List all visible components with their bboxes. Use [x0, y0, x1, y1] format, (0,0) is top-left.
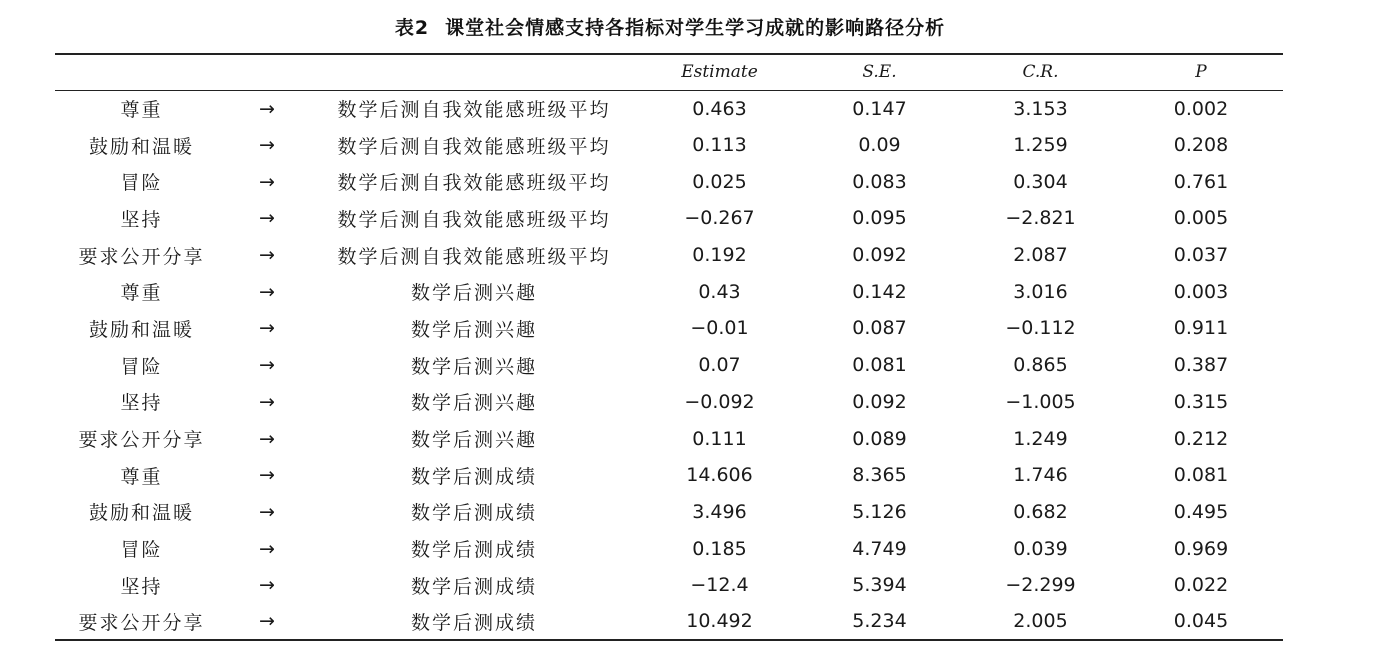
cell-cr: 1.249: [1013, 427, 1068, 450]
cell-p: 0.315: [1173, 390, 1229, 413]
table-row: [55, 90, 1283, 127]
cell-estimate: 0.025: [692, 170, 747, 193]
cell-estimate: 0.07: [698, 354, 741, 377]
cell-source: 鼓励和温暖: [88, 135, 194, 158]
cell-source: 尊重: [120, 282, 163, 305]
cell-estimate: 0.113: [692, 134, 747, 157]
cell-p: 0.495: [1173, 500, 1229, 523]
cell-p: 0.969: [1173, 537, 1229, 560]
col-header-source: [55, 54, 228, 90]
cell-target: 数学后测成绩: [306, 604, 642, 641]
arrow-icon: →: [259, 134, 275, 157]
header-row: [55, 54, 1283, 90]
table-row: [55, 567, 1283, 604]
table-row: [55, 347, 1283, 384]
table-row: [55, 127, 1283, 164]
cell-target: 数学后测成绩: [410, 465, 537, 488]
table-row: [55, 163, 1283, 200]
cell-cr: 1.259: [1013, 134, 1068, 157]
table-row: [55, 384, 1283, 421]
table-row: [55, 237, 1283, 274]
cell-cr: 0.865: [1013, 354, 1068, 377]
table-row: [55, 457, 1283, 494]
cell-source: 尊重: [120, 465, 163, 488]
cell-cr: 3.016: [1013, 280, 1068, 303]
table-row: [55, 273, 1283, 310]
arrow-icon: →: [259, 280, 275, 303]
cell-se: 0.142: [852, 280, 907, 303]
cell-estimate: 3.496: [692, 500, 747, 523]
table-row: [55, 530, 1283, 567]
cell-source: 坚持: [120, 208, 163, 231]
cell-target: 数学后测兴趣: [410, 429, 537, 452]
cell-source: 冒险: [120, 172, 163, 195]
cell-estimate: −12.4: [690, 574, 749, 597]
arrow-icon: →: [259, 427, 275, 450]
arrow-icon: →: [259, 500, 275, 523]
cell-cr: 0.682: [1013, 500, 1068, 523]
arrow-icon: →: [259, 170, 275, 193]
cell-estimate: 0.463: [692, 97, 747, 120]
cell-target: 数学后测自我效能感班级平均: [337, 135, 611, 158]
cell-p: 0.761: [1173, 170, 1229, 193]
cell-estimate: 0.111: [692, 427, 747, 450]
cell-target: 数学后测自我效能感班级平均: [337, 99, 611, 122]
cell-p: 0.208: [1173, 134, 1229, 157]
cell-p: 0.212: [1173, 427, 1229, 450]
path-analysis-table: [55, 53, 1283, 641]
arrow-icon: →: [259, 207, 275, 230]
cell-cr: −0.112: [1005, 317, 1076, 340]
arrow-icon: →: [259, 354, 275, 377]
col-header-target: [306, 54, 642, 90]
cell-source: 要求公开分享: [55, 604, 228, 641]
cell-cr: 0.304: [1013, 170, 1068, 193]
cell-cr: 1.746: [1013, 464, 1068, 487]
cell-estimate: 10.492: [642, 604, 797, 641]
cell-cr: 3.153: [1013, 97, 1068, 120]
cell-se: 5.126: [852, 500, 907, 523]
table-row: [55, 420, 1283, 457]
cell-se: 0.092: [852, 390, 907, 413]
arrow-icon: →: [259, 97, 275, 120]
table-row: [55, 310, 1283, 347]
cell-p: 0.045: [1119, 604, 1283, 641]
cell-se: 5.394: [852, 574, 907, 597]
cell-p: 0.911: [1173, 317, 1229, 340]
col-header-cr: C.R.: [962, 54, 1119, 90]
table-row: [55, 494, 1283, 531]
arrow-icon: →: [259, 464, 275, 487]
cell-target: 数学后测成绩: [410, 502, 537, 525]
cell-se: 5.234: [797, 604, 962, 641]
cell-se: 0.092: [852, 244, 907, 267]
cell-p: 0.037: [1173, 244, 1229, 267]
cell-target: 数学后测兴趣: [410, 355, 537, 378]
cell-source: 鼓励和温暖: [88, 318, 194, 341]
cell-source: 鼓励和温暖: [88, 502, 194, 525]
cell-se: 0.087: [852, 317, 907, 340]
cell-source: 坚持: [120, 392, 163, 415]
arrow-icon: →: [228, 604, 306, 641]
col-header-p: P: [1119, 54, 1283, 90]
cell-target: 数学后测成绩: [410, 575, 537, 598]
cell-target: 数学后测成绩: [410, 539, 537, 562]
cell-source: 尊重: [120, 99, 163, 122]
cell-estimate: 0.43: [698, 280, 741, 303]
cell-se: 0.083: [852, 170, 907, 193]
cell-se: 0.09: [858, 134, 901, 157]
table-caption: [0, 13, 1340, 40]
cell-target: 数学后测兴趣: [410, 392, 537, 415]
cell-estimate: 0.185: [692, 537, 747, 560]
cell-p: 0.022: [1173, 574, 1229, 597]
cell-target: 数学后测兴趣: [410, 282, 537, 305]
cell-source: 要求公开分享: [78, 245, 205, 268]
cell-target: 数学后测自我效能感班级平均: [337, 208, 611, 231]
cell-p: 0.387: [1173, 354, 1229, 377]
cell-p: 0.002: [1173, 97, 1229, 120]
cell-cr: −2.299: [1005, 574, 1076, 597]
cell-p: 0.005: [1173, 207, 1229, 230]
cell-target: 数学后测自我效能感班级平均: [337, 172, 611, 195]
col-header-se: S.E.: [797, 54, 962, 90]
cell-se: 8.365: [852, 464, 907, 487]
arrow-icon: →: [259, 317, 275, 340]
cell-cr: 2.005: [962, 604, 1119, 641]
arrow-icon: →: [259, 390, 275, 413]
table-row: [55, 604, 1283, 641]
cell-target: 数学后测自我效能感班级平均: [337, 245, 611, 268]
cell-p: 0.081: [1173, 464, 1229, 487]
cell-source: 冒险: [120, 539, 163, 562]
cell-se: 0.147: [852, 97, 907, 120]
cell-se: 0.095: [852, 207, 907, 230]
cell-cr: −1.005: [1005, 390, 1076, 413]
cell-estimate: −0.092: [684, 390, 755, 413]
cell-se: 4.749: [852, 537, 907, 560]
cell-estimate: 14.606: [686, 464, 753, 487]
cell-target: 数学后测兴趣: [410, 318, 537, 341]
cell-p: 0.003: [1173, 280, 1229, 303]
arrow-icon: →: [259, 244, 275, 267]
cell-source: 要求公开分享: [78, 429, 205, 452]
cell-se: 0.081: [852, 354, 907, 377]
col-header-arrow: [228, 54, 306, 90]
cell-cr: 0.039: [1013, 537, 1068, 560]
table-title: 课堂社会情感支持各指标对学生学习成就的影响路径分析: [445, 17, 946, 39]
cell-se: 0.089: [852, 427, 907, 450]
table-row: [55, 200, 1283, 237]
cell-cr: −2.821: [1005, 207, 1076, 230]
cell-source: 坚持: [120, 575, 163, 598]
col-header-estimate: Estimate: [642, 54, 797, 90]
table-body: [55, 90, 1283, 640]
cell-cr: 2.087: [1013, 244, 1068, 267]
table-number: 表2: [394, 17, 430, 39]
arrow-icon: →: [259, 574, 275, 597]
cell-estimate: 0.192: [692, 244, 747, 267]
arrow-icon: →: [259, 537, 275, 560]
cell-source: 冒险: [120, 355, 163, 378]
cell-estimate: −0.01: [690, 317, 749, 340]
cell-estimate: −0.267: [684, 207, 755, 230]
